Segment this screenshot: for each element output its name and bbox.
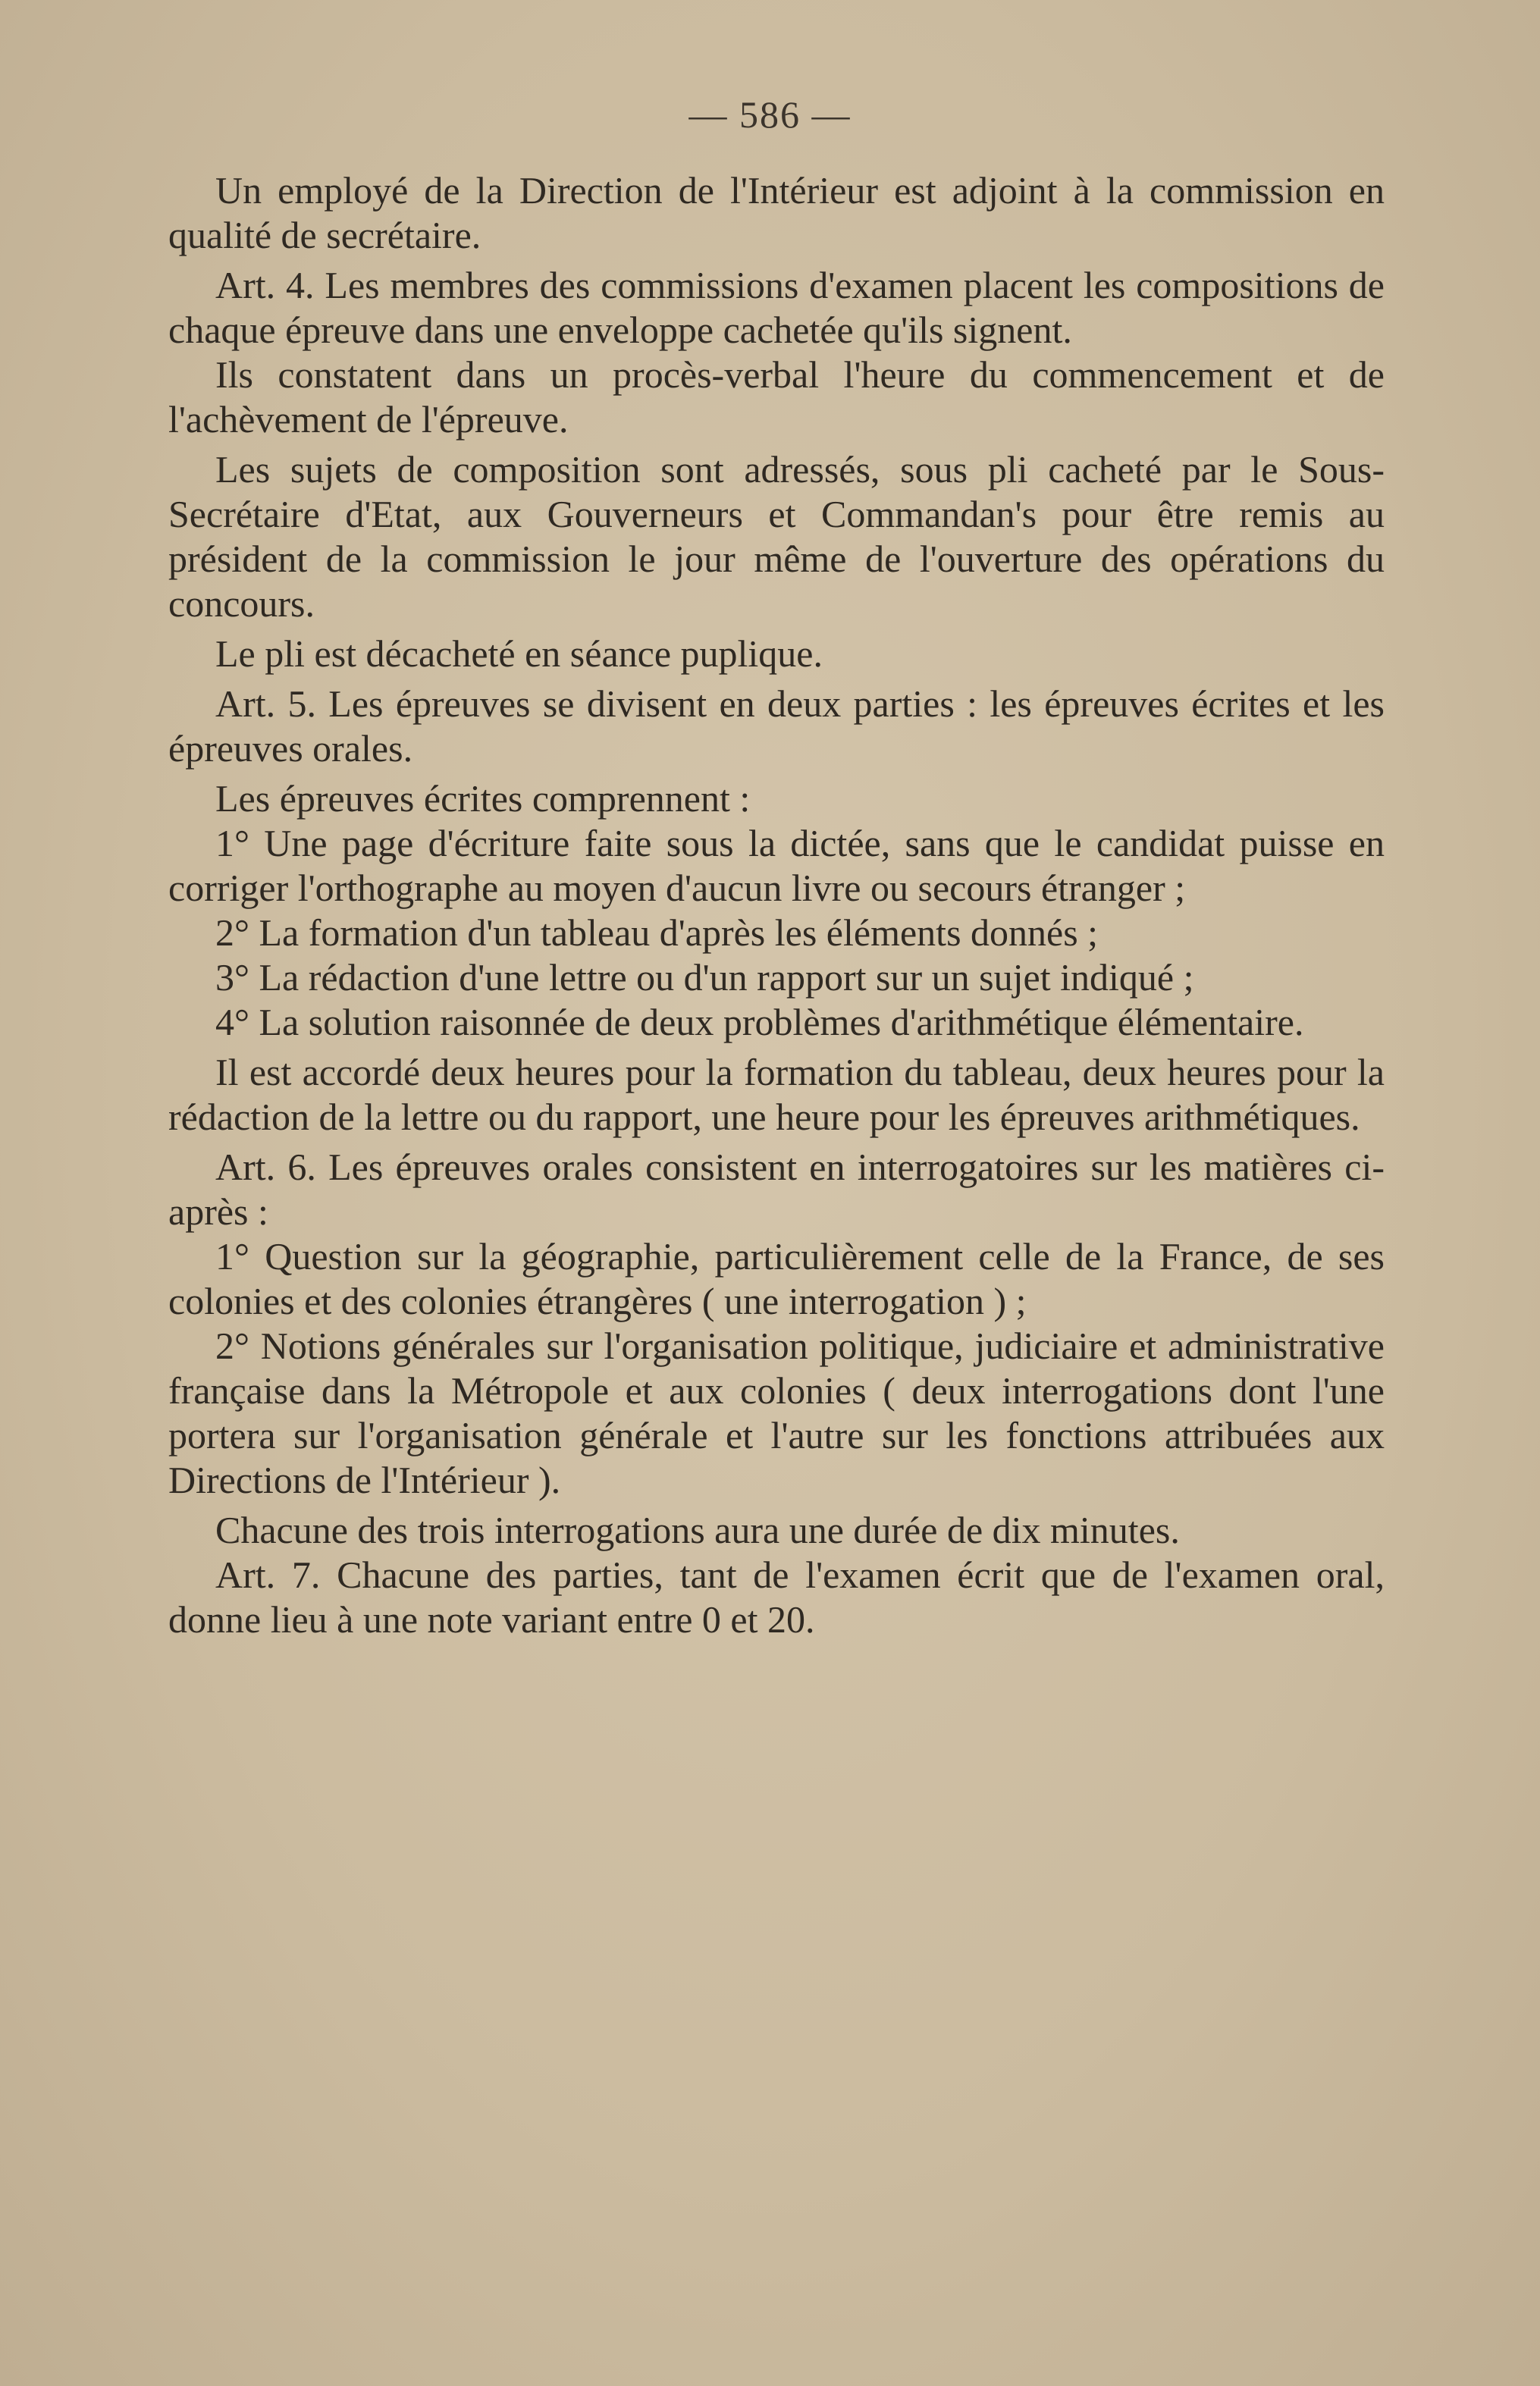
paragraph-durees: Il est accordé deux heures pour la formation du tableau, deux heures pour la rédaction de la lettre ou du rapport, une heure pour les épreuves arithmétiques. (168, 1051, 1385, 1138)
list-item-redaction: 3° La rédaction d'une lettre ou d'un rapport sur un sujet indiqué ; (215, 956, 1194, 999)
paragraph-epreuves-ecrites: Les épreuves écrites comprennent : (215, 777, 751, 820)
paragraph-proces-verbal: Ils constatent dans un procès-verbal l'heure du commencement et de l'achèvement de l'épreuve. (168, 353, 1385, 441)
paragraph-sujets-composition: Les sujets de composition sont adressés, sous pli cacheté par le Sous-Secrétaire d'Etat, aux Gouverneurs et Commandan's pour être remis au président de la commission le jour même de l'ouverture des opérations du concours. (168, 448, 1385, 625)
list-item-arithmetique: 4° La solution raisonnée de deux problèmes d'arithmétique élémentaire. (215, 1001, 1304, 1043)
paragraph-art-7: Art. 7. Chacune des parties, tant de l'examen écrit que de l'examen oral, donne lieu à une note variant entre 0 et 20. (168, 1554, 1385, 1641)
list-item-tableau: 2° La formation d'un tableau d'après les éléments donnés ; (215, 911, 1099, 954)
paragraph-duree-interrogations: Chacune des trois interrogations aura une durée de dix minutes. (215, 1509, 1180, 1551)
paragraph-art-6: Art. 6. Les épreuves orales consistent en interrogatoires sur les matières ci-après : (168, 1146, 1385, 1233)
list-item-ecriture: 1° Une page d'écriture faite sous la dictée, sans que le candidat puisse en corriger l'orthographe au moyen d'aucun livre ou secours étranger ; (168, 822, 1385, 909)
paragraph-secretaire: Un employé de la Direction de l'Intérieur est adjoint à la commission en qualité de secrétaire. (168, 169, 1385, 256)
paragraph-pli-decachete: Le pli est décacheté en séance puplique. (215, 632, 823, 675)
list-item-notions-generales: 2° Notions générales sur l'organisation politique, judiciaire et administrative française dans la Métropole et aux colonies ( deux interrogations dont l'une portera sur l'organisation générale et l'autre sur les fonctions attribuées aux Directions de l'Intérieur ). (168, 1325, 1385, 1501)
paragraph-art-5: Art. 5. Les épreuves se divisent en deux parties : les épreuves écrites et les épreuves orales. (168, 682, 1385, 770)
page-number: — 586 — (688, 93, 852, 136)
list-item-geographie: 1° Question sur la géographie, particulièrement celle de la France, de ses colonies et des colonies étrangères ( une interrogation ) ; (168, 1235, 1385, 1322)
paragraph-art-4: Art. 4. Les membres des commissions d'examen placent les compositions de chaque épreuve dans une enveloppe cachetée qu'ils signent. (168, 264, 1385, 351)
body-text (168, 168, 1385, 1648)
